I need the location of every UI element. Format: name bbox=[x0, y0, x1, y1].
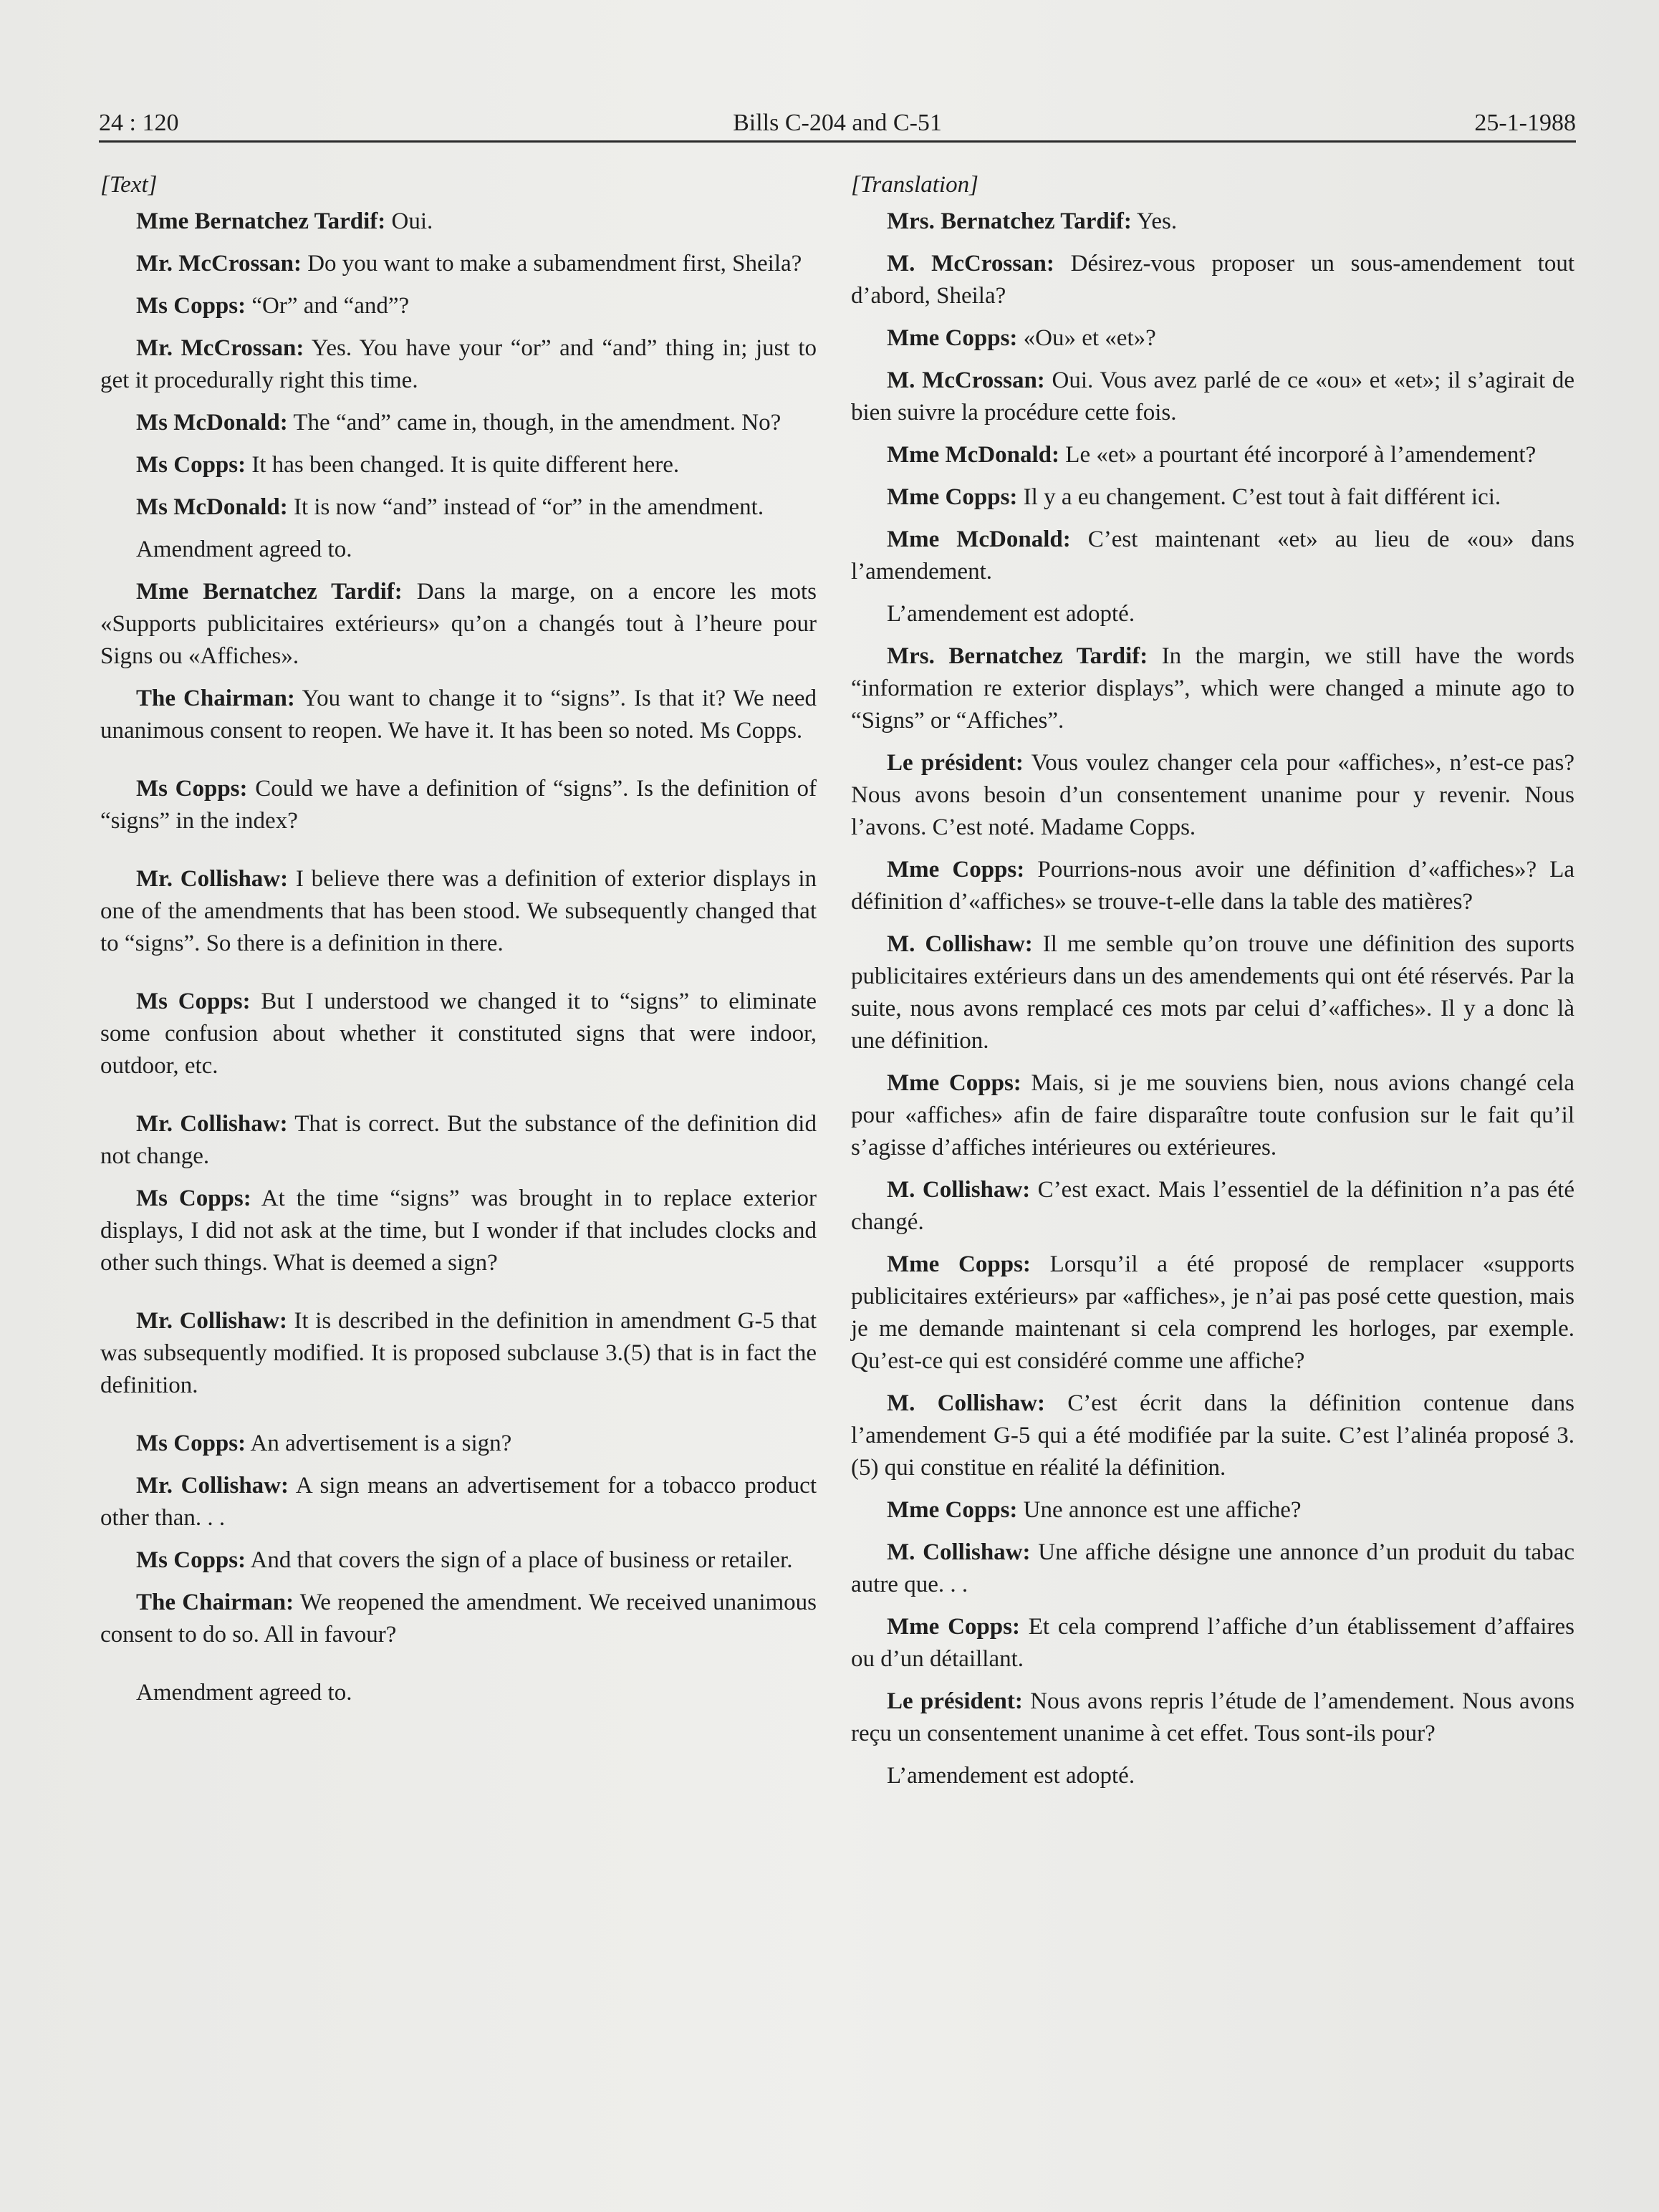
paragraph bbox=[851, 1249, 1574, 1377]
spacer bbox=[100, 1661, 817, 1677]
speaker: Mme McDonald: bbox=[887, 442, 1060, 468]
paragraph bbox=[851, 1494, 1574, 1526]
statement: You want to change it to “signs”. Is that it? We need unanimous consent to reopen. We have it. It has been so noted. Ms Copps. bbox=[100, 686, 817, 744]
running-header bbox=[99, 107, 1576, 139]
paragraph bbox=[100, 534, 817, 566]
text-column-english bbox=[100, 169, 817, 1719]
speaker: M. Collishaw: bbox=[887, 1177, 1031, 1203]
spacer bbox=[100, 970, 817, 986]
header-rule bbox=[99, 140, 1576, 143]
statement: But I understood we changed it to “signs” to eliminate some confusion about whether it constituted signs that were indoor, outdoor, etc. bbox=[100, 989, 817, 1079]
statement: That is correct. But the substance of the definition did not change. bbox=[100, 1111, 817, 1169]
statement: It has been changed. It is quite different here. bbox=[246, 452, 680, 478]
speaker: Mr. Collishaw: bbox=[136, 1473, 289, 1499]
speaker: M. Collishaw: bbox=[887, 931, 1033, 957]
paragraph bbox=[851, 439, 1574, 471]
statement: Une annonce est une affiche? bbox=[1017, 1497, 1302, 1523]
speaker: Mrs. Bernatchez Tardif: bbox=[887, 643, 1148, 669]
statement: Désirez-vous proposer un sous-amendement tout d’abord, Sheila? bbox=[851, 251, 1574, 309]
statement: C’est exact. Mais l’essentiel de la définition n’a pas été changé. bbox=[851, 1177, 1575, 1235]
spacer bbox=[100, 1412, 817, 1428]
speaker: M. Collishaw: bbox=[887, 1539, 1031, 1565]
paragraph bbox=[100, 576, 817, 673]
statement: Oui. bbox=[385, 208, 433, 234]
paragraph bbox=[100, 1428, 817, 1460]
speaker: M. McCrossan: bbox=[887, 367, 1045, 393]
header-date: 25-1-1988 bbox=[1474, 110, 1576, 136]
speaker: Ms Copps: bbox=[136, 989, 251, 1014]
paragraph bbox=[100, 407, 817, 439]
speaker: Mr. Collishaw: bbox=[136, 866, 289, 892]
statement: A sign means an advertisement for a tobacco product other than. . . bbox=[100, 1473, 817, 1531]
paragraph bbox=[851, 524, 1574, 588]
speaker: Mrs. Bernatchez Tardif: bbox=[887, 208, 1132, 234]
speaker: The Chairman: bbox=[136, 1590, 294, 1615]
speaker: Ms Copps: bbox=[136, 452, 246, 478]
speaker: Mme Bernatchez Tardif: bbox=[136, 208, 386, 234]
statement: I believe there was a definition of exterior displays in one of the amendments that has been stood. We subsequently changed that to “signs”. So there is a definition in there. bbox=[100, 866, 817, 956]
speaker: Mme Copps: bbox=[887, 325, 1018, 351]
paragraph bbox=[851, 1686, 1574, 1750]
statement: Il me semble qu’on trouve une définition des suports publicitaires extérieurs dans un des amendements qui ont été réservés. Par la suite, nous avons remplacé ces mots par celui d’«affiches». Il y a donc là une définition. bbox=[851, 931, 1575, 1054]
bill-title: Bills C-204 and C-51 bbox=[733, 110, 942, 136]
paragraph bbox=[851, 365, 1574, 429]
paragraph bbox=[100, 683, 817, 747]
paragraph bbox=[100, 1183, 817, 1279]
paragraph bbox=[851, 1611, 1574, 1675]
paragraph bbox=[851, 928, 1574, 1057]
speaker: M. Collishaw: bbox=[887, 1390, 1045, 1416]
paragraph bbox=[100, 1544, 817, 1577]
statement: An advertisement is a sign? bbox=[246, 1430, 512, 1456]
paragraph bbox=[851, 1537, 1574, 1601]
spacer bbox=[100, 847, 817, 863]
statement: L’amendement est adopté. bbox=[887, 1763, 1135, 1789]
speaker: Mr. McCrossan: bbox=[136, 335, 304, 361]
speaker: Ms Copps: bbox=[136, 1547, 246, 1573]
statement: “Or” and “and”? bbox=[246, 293, 410, 319]
spacer bbox=[100, 1092, 817, 1108]
paragraph bbox=[851, 1760, 1574, 1792]
speaker: Mme Copps: bbox=[887, 1614, 1020, 1640]
statement: Do you want to make a subamendment first, Sheila? bbox=[301, 251, 802, 276]
statement: It is described in the definition in amendment G-5 that was subsequently modified. It is proposed subclause 3.(5) that is in fact the definition. bbox=[100, 1308, 817, 1398]
statement: Dans la marge, on a encore les mots «Supports publicitaires extérieurs» qu’on a changés tout à l’heure pour Signs ou «Affiches». bbox=[100, 579, 817, 669]
statement: Vous voulez changer cela pour «affiches», n’est-ce pas? Nous avons besoin d’un consentement unanime pour y revenir. Nous l’avons. C’est noté. Madame Copps. bbox=[851, 750, 1574, 840]
paragraph bbox=[100, 491, 817, 524]
spacer bbox=[100, 1289, 817, 1305]
speaker: Mme Copps: bbox=[887, 484, 1018, 510]
speaker: Ms Copps: bbox=[136, 1430, 246, 1456]
paragraph bbox=[851, 747, 1574, 844]
paragraph bbox=[851, 1388, 1574, 1484]
speaker: Le président: bbox=[887, 1688, 1023, 1714]
speaker: Mme Copps: bbox=[887, 1070, 1021, 1096]
statement: Et cela comprend l’affiche d’un établissement d’affaires ou d’un détaillant. bbox=[851, 1614, 1574, 1672]
paragraph bbox=[851, 206, 1574, 238]
statement: Pourrions-nous avoir une définition d’«affiches»? La définition d’«affiches» se trouve-t-elle dans la table des matières? bbox=[851, 857, 1574, 915]
speaker: Mr. McCrossan: bbox=[136, 251, 302, 276]
paragraph bbox=[100, 1587, 817, 1651]
statement: C’est écrit dans la définition contenue dans l’amendement G-5 qui a été modifiée par la suite. C’est l’alinéa proposé 3.(5) qui constitue en réalité la définition. bbox=[851, 1390, 1574, 1481]
statement: The “and” came in, though, in the amendment. No? bbox=[287, 410, 782, 436]
speaker: Mme Bernatchez Tardif: bbox=[136, 579, 403, 605]
statement: In the margin, we still have the words “information re exterior displays”, which were changed a minute ago to “Signs” or “Affiches”. bbox=[851, 643, 1574, 734]
speaker: Mme Copps: bbox=[887, 1251, 1031, 1277]
paragraph bbox=[851, 248, 1574, 312]
speaker: M. McCrossan: bbox=[887, 251, 1054, 276]
statement: At the time “signs” was brought in to replace exterior displays, I did not ask at the time, but I wonder if that includes clocks and other such things. What is deemed a sign? bbox=[100, 1186, 817, 1276]
speaker: Mr. Collishaw: bbox=[136, 1308, 287, 1334]
paragraph bbox=[851, 854, 1574, 918]
statement: It is now “and” instead of “or” in the amendment. bbox=[287, 494, 764, 520]
paragraph bbox=[851, 322, 1574, 355]
speaker: Ms Copps: bbox=[136, 293, 246, 319]
text-column-french bbox=[851, 169, 1574, 1802]
statement: Could we have a definition of “signs”. Is the definition of “signs” in the index? bbox=[100, 776, 817, 834]
statement: Il y a eu changement. C’est tout à fait différent ici. bbox=[1017, 484, 1501, 510]
paragraph bbox=[100, 986, 817, 1082]
statement: Nous avons repris l’étude de l’amendement. Nous avons reçu un consentement unanime à cet effet. Tous sont-ils pour? bbox=[851, 1688, 1574, 1746]
statement: C’est maintenant «et» au lieu de «ou» dans l’amendement. bbox=[851, 526, 1574, 585]
speaker: Mme McDonald: bbox=[887, 526, 1071, 552]
statement: Yes. You have your “or” and “and” thing in; just to get it procedurally right this time. bbox=[100, 335, 817, 393]
paragraph bbox=[100, 290, 817, 322]
statement: Yes. bbox=[1131, 208, 1178, 234]
statement: L’amendement est adopté. bbox=[887, 601, 1135, 627]
paragraph bbox=[100, 773, 817, 837]
paragraph bbox=[100, 206, 817, 238]
paragraph bbox=[100, 863, 817, 960]
speaker: Mme Copps: bbox=[887, 857, 1025, 883]
statement: Lorsqu’il a été proposé de remplacer «supports publicitaires extérieurs» par «affiches», je n’ai pas posé cette question, mais je me demande maintenant si cela comprend les horloges, par exemple. Qu’est-ce qui est considéré comme une affiche? bbox=[851, 1251, 1575, 1374]
speaker: The Chairman: bbox=[136, 686, 295, 711]
paragraph bbox=[100, 1470, 817, 1534]
statement: Une affiche désigne une annonce d’un produit du tabac autre que. . . bbox=[851, 1539, 1574, 1597]
statement: Mais, si je me souviens bien, nous avions changé cela pour «affiches» afin de faire disparaître toute confusion sur le fait qu’il s’agisse d’affiches intérieures ou extérieures. bbox=[851, 1070, 1574, 1160]
paragraph bbox=[851, 1174, 1574, 1239]
speaker: Le président: bbox=[887, 750, 1024, 776]
statement: Le «et» a pourtant été incorporé à l’amendement? bbox=[1059, 442, 1537, 468]
paragraph bbox=[851, 598, 1574, 630]
statement: Oui. Vous avez parlé de ce «ou» et «et»; il s’agirait de bien suivre la procédure cette fois. bbox=[851, 367, 1575, 425]
column-label: [Text] bbox=[100, 172, 158, 198]
paragraph bbox=[100, 1108, 817, 1173]
paragraph bbox=[851, 481, 1574, 514]
statement: We reopened the amendment. We received unanimous consent to do so. All in favour? bbox=[100, 1590, 817, 1648]
speaker: Ms Copps: bbox=[136, 1186, 251, 1211]
page-number: 24 : 120 bbox=[99, 110, 179, 136]
paragraph bbox=[100, 449, 817, 481]
spacer bbox=[100, 757, 817, 773]
statement: «Ou» et «et»? bbox=[1017, 325, 1156, 351]
statement: Amendment agreed to. bbox=[136, 1680, 352, 1706]
statement: And that covers the sign of a place of business or retailer. bbox=[246, 1547, 793, 1573]
paragraph bbox=[100, 248, 817, 280]
statement: Amendment agreed to. bbox=[136, 537, 352, 562]
paragraph bbox=[851, 640, 1574, 737]
paragraph bbox=[100, 332, 817, 397]
speaker: Mr. Collishaw: bbox=[136, 1111, 288, 1137]
speaker: Mme Copps: bbox=[887, 1497, 1018, 1523]
paragraph bbox=[100, 1305, 817, 1402]
speaker: Ms Copps: bbox=[136, 776, 248, 802]
speaker: Ms McDonald: bbox=[136, 494, 288, 520]
paragraph bbox=[100, 1677, 817, 1709]
column-label: [Translation] bbox=[851, 172, 978, 198]
speaker: Ms McDonald: bbox=[136, 410, 288, 436]
paragraph bbox=[851, 1067, 1574, 1164]
